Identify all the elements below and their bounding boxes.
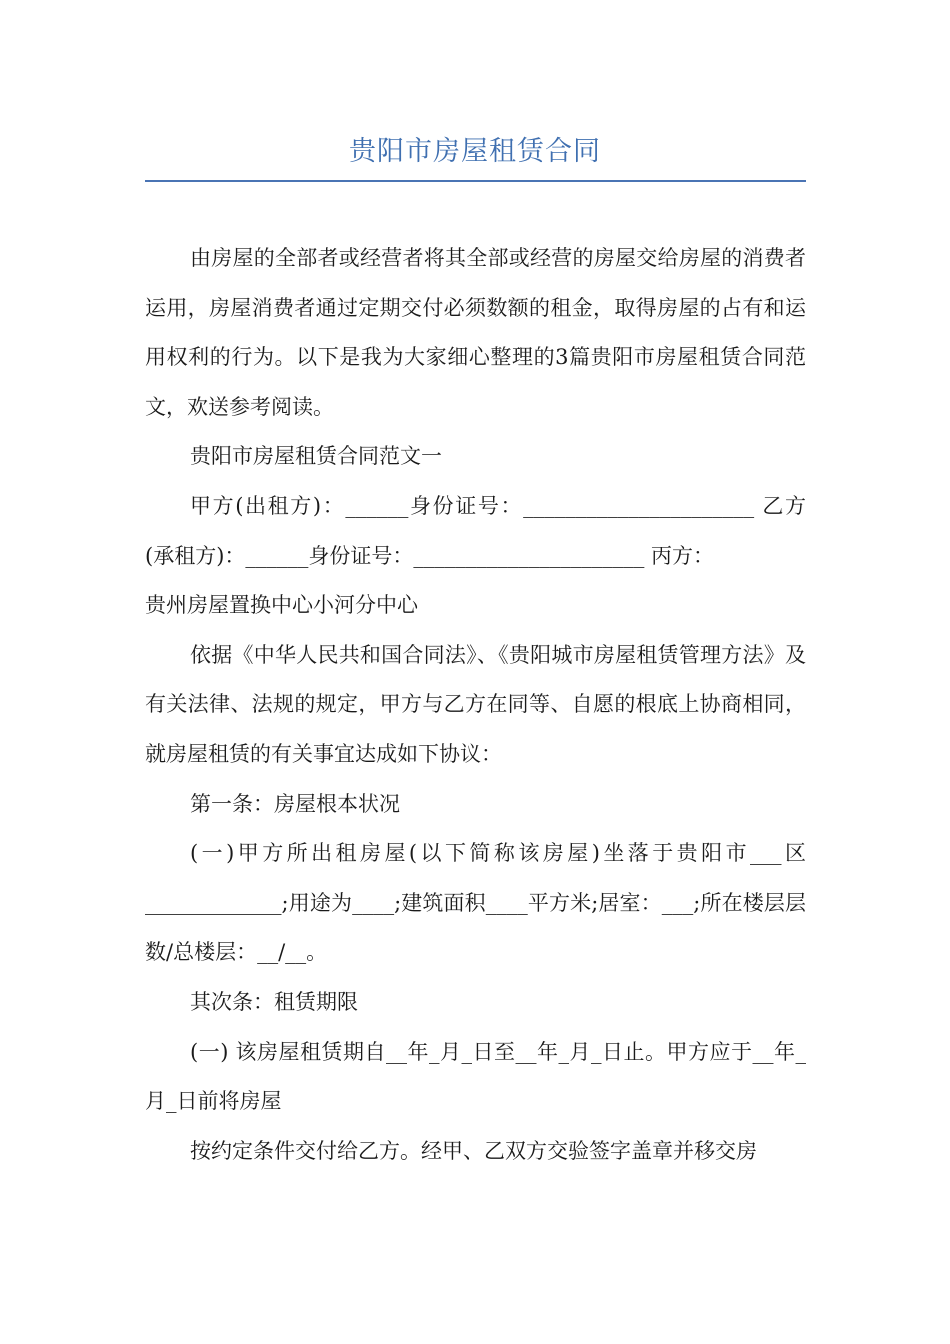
article-two-clause-continued: 按约定条件交付给乙方。经甲、乙双方交验签字盖章并移交房: [190, 1138, 757, 1163]
document-title: 贵阳市房屋租赁合同: [349, 136, 601, 167]
article-one-clause-one: (一)甲方所出租房屋(以下简称该房屋)坐落于贵阳市___区_____________;用途为____;建筑面积____平方米;居室：___;所在楼层层数/总楼层：__/__。: [145, 841, 806, 965]
article-two-clause-one: (一) 该房屋租赁期自__年_月_日至__年_月_日止。甲方应于__年_月_日前将房屋: [145, 1039, 806, 1114]
title-underline: [145, 180, 806, 182]
section-heading-sample-one: 贵阳市房屋租赁合同范文一: [190, 444, 442, 469]
intro-paragraph: 由房屋的全部者或经营者将其全部或经营的房屋交给房屋的消费者运用，房屋消费者通过定期交付必须数额的租金，取得房屋的占有和运用权利的行为。以下是我为大家细心整理的3篇贵阳市房屋租赁合同范文，欢送参考阅读。: [145, 246, 806, 419]
article-one-heading: 第一条：房屋根本状况: [190, 791, 400, 816]
party-c-name: 贵州房屋置换中心小河分中心: [145, 593, 418, 618]
parties-paragraph: 甲方(出租方)：______身份证号：______________________ 乙方 (承租方)：______身份证号：______________________ 丙方：: [145, 493, 806, 568]
document-body: [145, 234, 806, 1176]
legal-basis-paragraph: 依据《中华人民共和国合同法》、《贵阳城市房屋租赁管理方法》及有关法律、法规的规定，甲方与乙方在同等、自愿的根底上协商相同，就房屋租赁的有关事宜达成如下协议：: [145, 642, 806, 766]
article-two-heading: 其次条：租赁期限: [190, 989, 358, 1014]
